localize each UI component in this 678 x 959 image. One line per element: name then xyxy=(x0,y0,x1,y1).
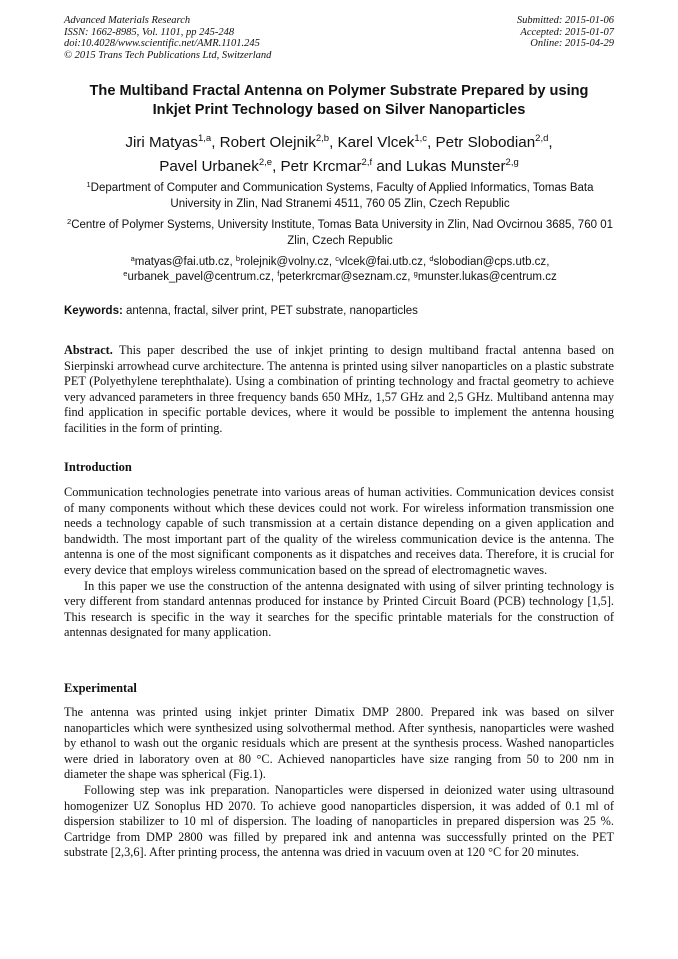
email-address[interactable]: matyas@fai.utb.cz xyxy=(134,256,230,268)
paragraph: The antenna was printed using inkjet printer Dimatix DMP 2800. Prepared ink was based on silver nanoparticles which were synthesized using solvothermal method. After synthesis, nanoparticles were washed by ethanol to wash out the organic residuals which are present at the synthesis process. Washed nanoparticles were dried in laboratory oven at 80 °C. Achieved nanoparticles have size ranging from 50 to 200 nm in diameter the shape was spherical (Fig.1). xyxy=(64,705,614,782)
affiliation-text: Centre of Polymer Systems, University Institute, Tomas Bata University in Zlin, Nad Ovcirnou 3685, 760 01 Zlin, Czech Republic xyxy=(71,219,613,247)
affiliation-sup: 1 xyxy=(86,180,91,189)
author-sup: 2,e xyxy=(258,157,273,168)
paper-title xyxy=(50,82,628,119)
author-name: Robert Olejnik xyxy=(219,134,316,151)
accepted-date: Accepted: 2015-01-07 xyxy=(520,26,614,38)
paragraph: Following step was ink preparation. Nanoparticles were dispersed in deionized water using ultrasound homogenizer UZ Sonoplus HD 2070. To achieve good nanoparticles dispersion, it was added of 0.1 ml of dispersion stabilizer to 10 ml of dispersion. The loading of nanoparticles in prepared dispersion was 25 %. Cartridge from DMP 2800 was filled by prepared ink and antenna was successfully printed on the PET substrate [2,3,6]. After printing process, the antenna was dried in vacuum oven at 120 °C for 20 minutes. xyxy=(64,782,614,860)
author-emails: $^a$matyas@fai.utb.cz, $^b$rolejnik@volny.cz, $^c$vlcek@fai.utb.cz, $^d$slobodian@cps.utb.cz, $^e$urbanek_pavel@centrum.cz, $^f$peterkrcmar@seznam.cz, $^g$munster.lukas@centrum.cz xyxy=(123,254,557,283)
email-address[interactable]: peterkrcmar@seznam.cz xyxy=(279,271,408,283)
author-sup: 1,a xyxy=(197,133,212,144)
journal-name: Advanced Materials Research xyxy=(64,15,191,26)
email-sup: c xyxy=(335,254,340,263)
author-name: Karel Vlcek xyxy=(337,134,415,151)
author-sup: 2,g xyxy=(505,157,519,168)
journal-doi: doi:10.4028/www.scientific.net/AMR.1101.245 xyxy=(64,38,260,50)
abstract-label: Abstract. xyxy=(64,343,113,357)
author-sup: 2,d xyxy=(535,133,549,144)
introduction-heading: Introduction xyxy=(64,460,132,474)
author-name: Petr Slobodian xyxy=(435,134,536,151)
title-line-2: Inkjet Print Technology based on Silver Nanoparticles xyxy=(152,101,526,118)
journal-info xyxy=(64,15,271,61)
abstract-text: This paper described the use of inkjet printing to design multiband fractal antenna based on Sierpinski arrowhead curve architecture. The antenna is printed using silver nanoparticles on a plastic substrate PET (Polyethylene terephthalate). Using a combination of printing technology and fractal geometry to achieve very advanced parameters in three frequency bands 650 MHz, 1,57 GHz and 2,5 GHz. Multiband antenna may find application in specific portable devices, where it would be possible to implement the antenna housing facilities in the form of printing. xyxy=(64,343,615,435)
email-address[interactable]: rolejnik@volny.cz xyxy=(240,256,329,268)
keywords-text: antenna, fractal, silver print, PET substrate, nanoparticles xyxy=(126,305,418,317)
email-sup: e xyxy=(123,269,128,278)
email-address[interactable]: slobodian@cps.utb.cz xyxy=(433,256,547,268)
submitted-date: Submitted: 2015-01-06 xyxy=(516,15,614,26)
author-name: Lukas Munster xyxy=(405,158,506,175)
journal-issn: ISSN: 1662-8985, Vol. 1101, pp 245-248 xyxy=(64,26,235,38)
email-address[interactable]: urbanek_pavel@centrum.cz xyxy=(127,271,271,283)
email-sup: d xyxy=(429,254,434,263)
email-sup: g xyxy=(413,269,418,278)
author-list: Jiri Matyas$^{1,a}$, Robert Olejnik$^{2,b}$, Karel Vlcek$^{1,c}$, Petr Slobodian$^{2,d}$, Pavel Urbanek$^{2,e}$, Petr Krcmar$^{2,f}$ and Lukas Munster$^{2,g}$ xyxy=(125,133,553,175)
experimental-body xyxy=(64,705,614,861)
keywords-label: Keywords: xyxy=(64,305,123,317)
abstract xyxy=(64,343,614,437)
author-sup: 2,b xyxy=(315,133,330,144)
experimental-heading: Experimental xyxy=(64,681,137,695)
authors-and: and xyxy=(376,158,402,175)
submission-dates xyxy=(517,15,614,50)
email-address[interactable]: munster.lukas@centrum.cz xyxy=(417,271,557,283)
author-sup: 1,c xyxy=(414,133,428,144)
author-name: Petr Krcmar xyxy=(280,158,362,175)
journal-copyright: © 2015 Trans Tech Publications Ltd, Switzerland xyxy=(64,49,272,61)
affiliation-2 xyxy=(60,218,620,249)
paragraph: Communication technologies penetrate into various areas of human activities. Communication devices consist of many components without which these devices could not work. For wireless information transmission one needs a technology capable of such transmission at a certain distance depending on a given application and bandwidth. The most important part of the quality of the wireless communication device is the antenna. The antenna is one of the most significant components as it dispatches and receives data. Therefore, it is crucial for every device that employs wireless communication based on the spread of electromagnetic waves. xyxy=(64,485,614,577)
introduction-body xyxy=(64,485,614,641)
email-address[interactable]: vlcek@fai.utb.cz xyxy=(339,256,423,268)
email-sup: f xyxy=(277,269,280,278)
online-date: Online: 2015-04-29 xyxy=(530,38,614,50)
author-name: Pavel Urbanek xyxy=(159,158,259,175)
author-name: Jiri Matyas xyxy=(125,134,198,151)
author-sup: 2,f xyxy=(361,157,373,168)
title-line-1: The Multiband Fractal Antenna on Polymer Substrate Prepared by using xyxy=(89,83,589,99)
email-sup: b xyxy=(235,254,241,263)
keywords xyxy=(64,304,624,319)
email-sup: a xyxy=(130,254,135,263)
paragraph: In this paper we use the construction of the antenna designated with using of silver printing technology is very different from standard antennas produced for instance by Printed Circuit Board (PCB) technology [1,5]. This research is specific in the way it searches for the specific printable materials for the construction of antennas designated for many application. xyxy=(64,578,614,640)
affiliation-1 xyxy=(60,181,620,212)
affiliation-sup: 2 xyxy=(67,217,72,226)
affiliation-text: Department of Computer and Communication Systems, Faculty of Applied Informatics, Tomas Bata University in Zlin, Nad Stranemi 4511, 760 05 Zlin, Czech Republic xyxy=(90,182,594,210)
